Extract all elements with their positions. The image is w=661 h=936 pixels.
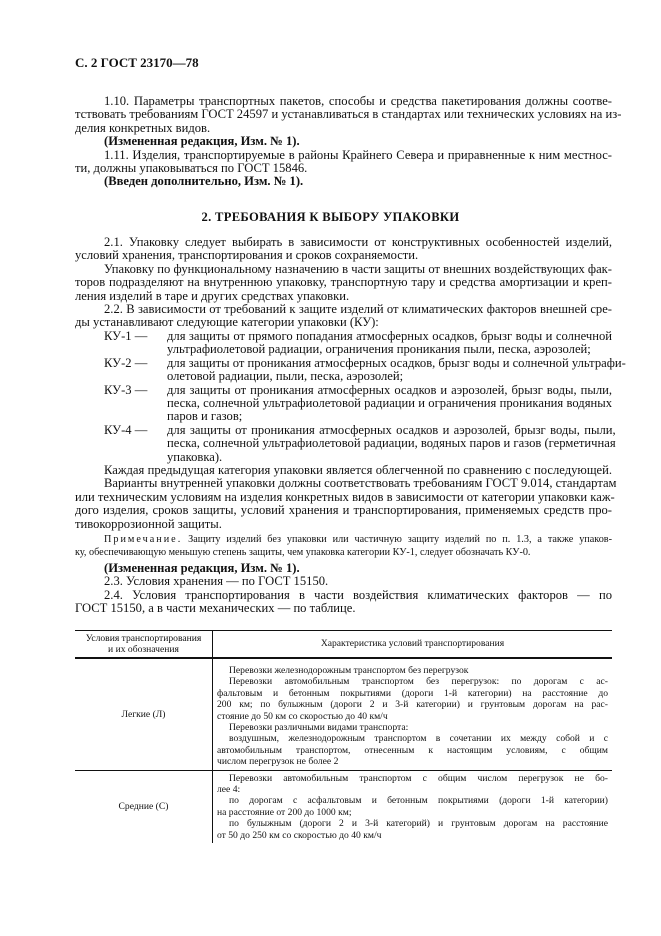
text-line: 1.10. Параметры транспортных пакетов, способы и средства пакетирования должны соотве- <box>104 94 612 108</box>
section-title: 2. ТРЕБОВАНИЯ К ВЫБОРУ УПАКОВКИ <box>201 210 460 224</box>
text-line: Перевозки автомобильным транспортом с общим числом перегрузок не бо- <box>229 772 608 784</box>
text-line: тивокоррозионной защиты. <box>75 516 222 531</box>
page-header: С. 2 ГОСТ 23170—78 <box>75 55 199 70</box>
category-description-line: для защиты от проникания атмосферных осадков и аэрозолей, брызг воды, пыли, <box>167 422 616 437</box>
text-line: Варианты внутренней упаковки должны соответствовать требованиям ГОСТ 9.014, стандартам <box>104 476 617 491</box>
package-category-item <box>75 422 616 464</box>
category-label: КУ-4 — <box>104 422 148 437</box>
category-description-line: для защиты от прямого попадания атмосферных осадков, брызг воды и солнечной <box>167 329 612 343</box>
condition-description <box>213 658 613 770</box>
note-text: Защиту изделий без упаковки или частичную защиту изделий по п. 1.3, а также упаков- <box>188 534 613 545</box>
text-line: 2.1. Упаковку следует выбирать в зависимости от конструктивных особенностей изделий, <box>104 235 612 249</box>
category-description-line: песка, солнечной ультрафиолетовой радиации и ограничения проникания водяных <box>167 396 612 411</box>
note-label: Примечание. <box>104 534 183 545</box>
text-line: числом перегрузок не более 2 <box>217 756 339 768</box>
text-line: Каждая предыдущая категория упаковки является облегченной по сравнению с последующей. <box>104 463 612 477</box>
text-line: тствовать требованиям ГОСТ 24597 и устанавливаться в стандартах или технических условиях на из- <box>75 107 622 122</box>
text-line: или техническим условиям на изделия конкретных видов в зависимости от категории упаковки каж- <box>75 489 615 504</box>
section-2-end-paragraphs <box>75 562 612 616</box>
table-row <box>75 658 612 770</box>
category-description-line: ультрафиолетовой радиации, ограничения проникания пыли, песка, аэрозолей; <box>167 342 591 357</box>
category-label: КУ-2 — <box>104 355 148 370</box>
table-header-conditions <box>75 631 213 659</box>
text-line: по булыжным (дороги 2 и 3-й категорий) и грунтовым дорогам на расстояние <box>229 818 608 830</box>
text-line: (Введен дополнительно, Изм. № 1). <box>104 174 304 189</box>
text-line: Перевозки различными видами транспорта: <box>229 722 409 734</box>
package-category-item <box>75 355 626 384</box>
category-label: КУ-3 — <box>104 382 148 397</box>
text-line: (Измененная редакция, Изм. № 1). <box>104 134 300 149</box>
text-line: 2.4. Условия транспортирования в части воздействия климатических факторов — по <box>104 587 612 602</box>
text-line: фальтовым и бетонным покрытиями (дороги 1-й категории) на расстояние до <box>217 687 608 699</box>
category-description-line: паров и газов; <box>167 409 243 424</box>
text-line: дого изделия, сроков защиты, условий хранения и транспортирования, применяемых средств про- <box>75 503 612 518</box>
category-description-line: для защиты от проникания атмосферных осадков и аэрозолей, брызг воды, пыли, <box>167 382 612 397</box>
text-line: на расстояние от 200 до 1000 км; <box>217 806 352 818</box>
text-line: делия конкретных видов. <box>75 120 211 135</box>
section-2-paragraphs <box>75 236 612 330</box>
category-description-line: олетовой радиации, пыли, песка, аэрозолей; <box>167 369 404 384</box>
text-line: воздушным, железнодорожным транспортом в сочетании их между собой и с <box>229 733 608 745</box>
text-line: от 50 до 250 км со скоростью до 40 км/ч <box>217 829 382 841</box>
text-line: 2.2. В зависимости от требований к защите изделий от климатических факторов внешней сре- <box>104 302 612 317</box>
text-line: 2.3. Условия хранения — по ГОСТ 15150. <box>104 574 329 589</box>
table-header-characteristics: Характеристика условий транспортирования <box>213 631 613 659</box>
text-line: ления изделий в таре и других средствах упаковки. <box>75 288 350 303</box>
text-line: Перевозки автомобильным транспортом без перегрузок: по дорогам с ас- <box>229 676 608 688</box>
text-line: ГОСТ 15150, а в части механических — по таблице. <box>75 601 356 616</box>
text-line: лее 4: <box>217 784 241 796</box>
section-1-paragraphs <box>75 94 622 189</box>
condition-name: Средние (С) <box>75 770 213 843</box>
text-line: стояние до 50 км со скоростью до 40 км/ч <box>217 710 388 722</box>
package-category-item <box>75 384 612 424</box>
note <box>75 533 612 559</box>
table-row <box>75 770 612 843</box>
header-line: и их обозначения <box>108 644 179 655</box>
package-categories-list <box>75 329 626 464</box>
text-line: Перевозки железнодорожным транспортом без перегрузок <box>229 665 469 676</box>
package-category-item <box>75 330 612 357</box>
text-line: 200 км; по булыжным (дороги 2 и 3-й категории) и грунтовым дорогам на рас- <box>217 699 608 711</box>
condition-description <box>213 770 613 843</box>
text-line: 1.11. Изделия, транспортируемые в районы Крайнего Севера и приравненные к ним местнос- <box>104 147 612 162</box>
text-line: ды устанавливают следующие категории упаковки (КУ): <box>75 315 379 330</box>
category-description-line: песка, солнечной ультрафиолетовой радиации, водяных паров и газов (герметичная <box>167 436 616 451</box>
text-line: Упаковку по функциональному назначению в части защиты от внешних воздействующих фак- <box>104 261 612 276</box>
text-line: ти, должны упаковываться по ГОСТ 15846. <box>75 161 308 176</box>
condition-name: Легкие (Л) <box>75 658 213 770</box>
section-2-paragraphs-continued <box>75 463 617 531</box>
text-line: автомобильным транспортом, отнесенным к настоящим условиям, с общим <box>217 744 608 756</box>
note-text: ку, обеспечивающую меньшую степень защиты, чем упаковка категории КУ-1, следует обозначать КУ-0. <box>75 547 531 558</box>
text-line: по дорогам с асфальтовым и бетонным покрытиями (дороги 1-й категории) <box>229 795 608 807</box>
transport-conditions-table <box>75 630 612 843</box>
text-line: (Измененная редакция, Изм. № 1). <box>104 561 300 575</box>
text-line: торов подразделяют на внутреннюю упаковку, транспортную тару и средства амортизации и креп- <box>75 275 612 290</box>
category-label: КУ-1 — <box>104 329 148 343</box>
category-description-line: упаковка). <box>167 449 223 464</box>
header-line: Условия транспортирования <box>85 632 202 644</box>
category-description-line: для защиты от проникания атмосферных осадков, брызг воды и солнечной ультрафи- <box>167 355 626 370</box>
text-line: условий хранения, транспортирования и сроков сохраняемости. <box>75 248 419 263</box>
